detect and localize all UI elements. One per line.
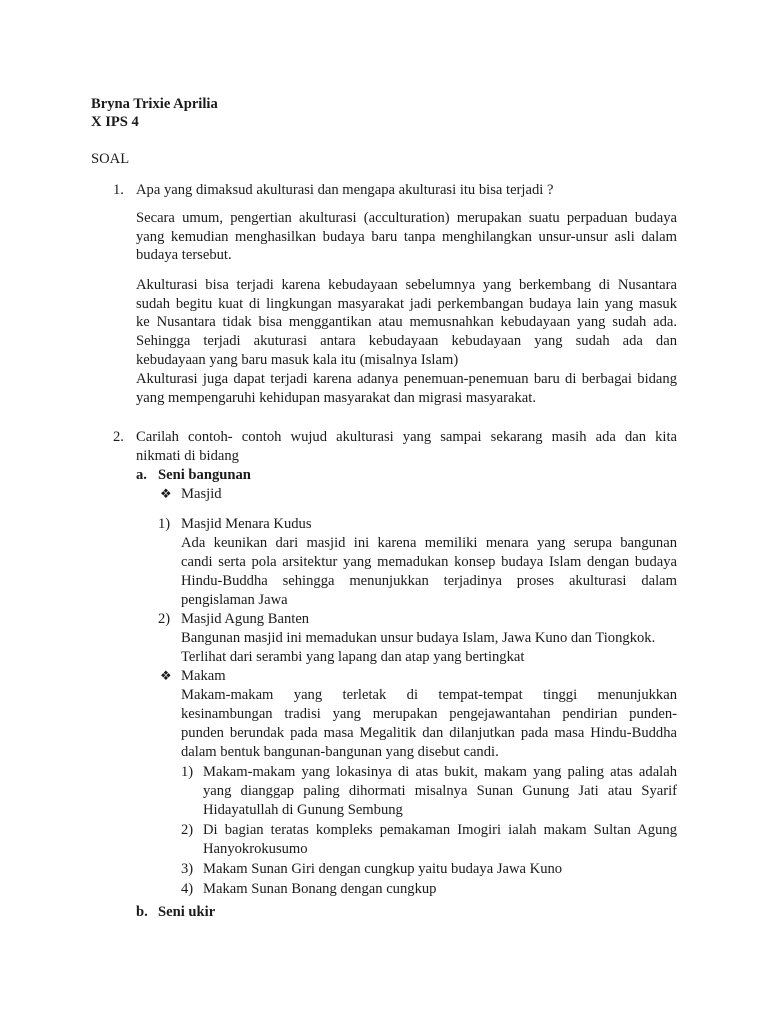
q1-number: 1. [113, 182, 124, 198]
makam-2-line: Hanyokrokusumo [203, 841, 308, 857]
list-number: 1) [181, 764, 194, 780]
masjid-2-title: Masjid Agung Banten [181, 611, 310, 627]
makam-1-line: Makam-makam yang lokasinya di atas bukit, makam yang paling atas adalah [203, 764, 677, 780]
masjid-2-desc-line: Terlihat dari serambi yang lapang dan atap yang bertingkat [181, 649, 525, 665]
masjid-1-desc-line: pengislaman Jawa [181, 592, 288, 608]
student-class: X IPS 4 [91, 114, 139, 130]
list-number: 4) [181, 881, 194, 897]
q1-answer-line: Sehingga terjadi akuturasi antara kebudayaan kebudayaan yang sudah ada dan [136, 333, 677, 349]
q1-question: Apa yang dimaksud akulturasi dan mengapa akulturasi itu bisa terjadi ? [136, 182, 554, 198]
subsection-b-title: Seni ukir [158, 904, 216, 920]
makam-2-line: Di bagian teratas kompleks pemakaman Imogiri ialah makam Sultan Agung [203, 822, 677, 838]
list-number: 1) [158, 516, 171, 532]
q1-answer-line: Akulturasi juga dapat terjadi karena adanya penemuan-penemuan baru di berbagai bidang [136, 371, 677, 387]
list-number: 2) [181, 822, 194, 838]
makam-desc-line: kesinambungan tradisi yang merupakan pengejawantahan pendirian punden- [181, 706, 677, 722]
list-heading-masjid: Masjid [181, 486, 222, 502]
list-number: 2) [158, 611, 171, 627]
q1-answer-line: Secara umum, pengertian akulturasi (acculturation) merupakan suatu perpaduan budaya [136, 210, 677, 226]
masjid-1-desc-line: Hindu-Buddha sehingga menunjukkan terjadinya proses akulturasi dalam [181, 573, 677, 589]
q1-answer-line: yang mempengaruhi kehidupan masyarakat dan migrasi masyarakat. [136, 390, 536, 406]
q1-answer-line: kebudayaan yang baru masuk kala itu (misalnya Islam) [136, 352, 459, 368]
subsection-a-marker: a. [136, 467, 147, 483]
diamond-bullet-icon: ❖ [160, 486, 172, 501]
section-title: SOAL [91, 151, 130, 167]
makam-desc-line: dalam bentuk bangunan-bangunan yang disebut candi. [181, 744, 499, 760]
subsection-a-title: Seni bangunan [158, 467, 251, 483]
q1-answer-line: Akulturasi bisa terjadi karena kebudayaan sebelumnya yang berkembang di Nusantara [136, 277, 677, 293]
masjid-1-title: Masjid Menara Kudus [181, 516, 312, 532]
q2-question-line: Carilah contoh- contoh wujud akulturasi yang sampai sekarang masih ada dan kita [136, 429, 677, 445]
masjid-1-desc-line: Ada keunikan dari masjid ini karena memiliki menara yang serupa bangunan [181, 535, 677, 551]
makam-desc-line: Makam-makam yang terletak di tempat-tempat tinggi menunjukkan [181, 687, 677, 703]
masjid-1-desc-line: candi serta pola arsitektur yang memadukan konsep budaya Islam dengan budaya [181, 554, 677, 570]
q1-answer-line: yang kemudian menghasilkan budaya baru tanpa menghilangkan unsur-unsur asli dalam [136, 229, 677, 245]
makam-4-line: Makam Sunan Bonang dengan cungkup [203, 881, 437, 897]
student-name: Bryna Trixie Aprilia [91, 96, 218, 112]
q1-answer-line: ke Nusantara tidak bisa menggantikan atau memusnahkan kebudayaan yang sudah ada. [136, 314, 677, 330]
q1-answer-line: budaya tersebut. [136, 247, 232, 263]
list-heading-makam: Makam [181, 668, 226, 684]
q2-question-line: nikmati di bidang [136, 448, 239, 464]
diamond-bullet-icon: ❖ [160, 668, 172, 683]
makam-1-line: yang dianggap paling dihormati misalnya Sunan Gunung Jati atau Syarif [203, 783, 677, 799]
masjid-2-desc-line: Bangunan masjid ini memadukan unsur budaya Islam, Jawa Kuno dan Tiongkok. [181, 630, 656, 646]
subsection-b-marker: b. [136, 904, 148, 920]
q2-number: 2. [113, 429, 124, 445]
makam-1-line: Hidayatullah di Gunung Sembung [203, 802, 403, 818]
q1-answer-line: sudah begitu kuat di lingkungan masyarakat jadi perkembangan budaya lain yang masuk [136, 296, 677, 312]
list-number: 3) [181, 861, 194, 877]
makam-desc-line: punden berundak pada masa Megalitik dan dilanjutkan pada masa Hindu-Buddha [181, 725, 677, 741]
makam-3-line: Makam Sunan Giri dengan cungkup yaitu budaya Jawa Kuno [203, 861, 563, 877]
